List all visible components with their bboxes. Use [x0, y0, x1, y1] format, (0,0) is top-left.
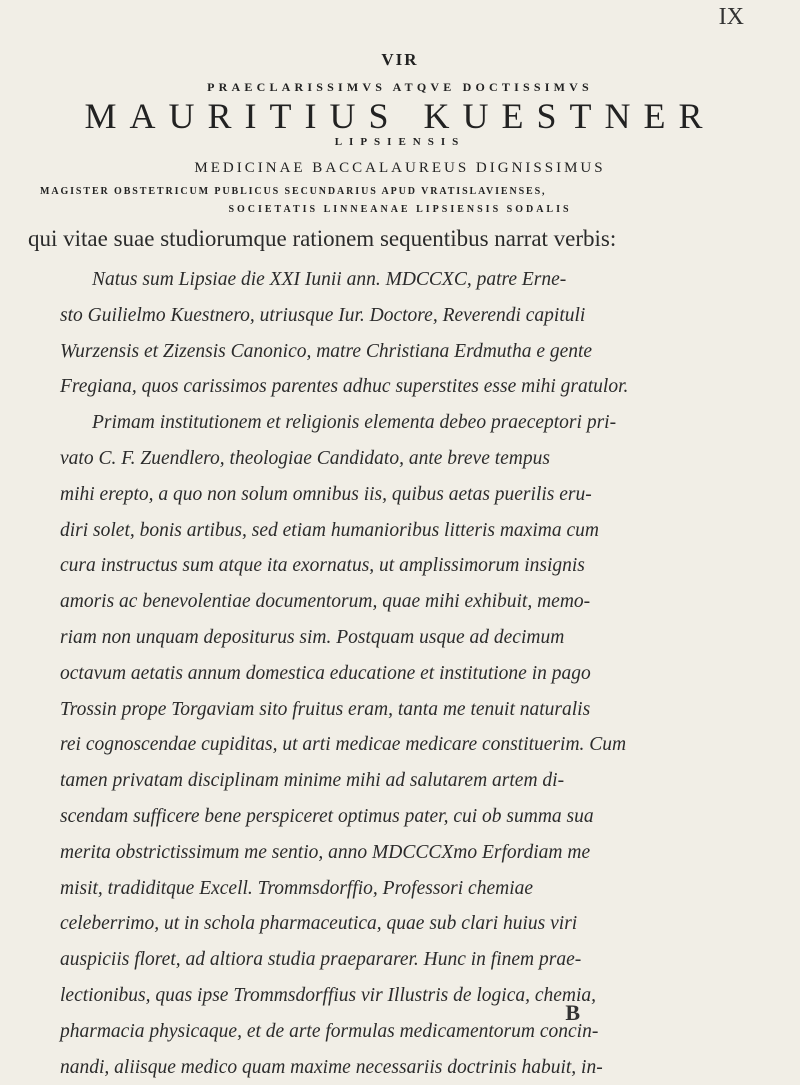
heading-epithets: PRAECLARISSIMVS ATQVE DOCTISSIMVS [207, 80, 593, 94]
text-line: diri solet, bonis artibus, sed etiam humanioribus litteris maxima cum [60, 519, 599, 541]
text-line: riam non unquam depositurus sim. Postquam usque ad decimum [60, 626, 565, 648]
text-line: celeberrimo, ut in schola pharmaceutica, quae sub clari huius viri [60, 913, 578, 935]
heading-name: MAURITIUS KUESTNER [84, 96, 716, 136]
text-line: auspiciis floret, ad altiora studia praepararer. Hunc in finem prae- [60, 949, 582, 971]
text-line: tamen privatam disciplinam minime mihi ad salutarem artem di- [60, 770, 565, 792]
text-line: Wurzensis et Zizensis Canonico, matre Christiana Erdmutha e gente [60, 340, 593, 362]
text-line: scendam sufficere bene perspiceret optimus pater, cui ob summa sua [60, 805, 594, 827]
heading-society: SOCIETATIS LINNEANAE LIPSIENSIS SODALIS [228, 204, 572, 215]
text-line: rei cognoscendae cupiditas, ut arti medicae medicare constituerim. Cum [60, 734, 627, 756]
page-number: IX [718, 4, 744, 30]
heading-degree: MEDICINAE BACCALAUREUS DIGNISSIMUS [194, 160, 606, 176]
text-line: Natus sum Lipsiae die XXI Iunii ann. MDCCXC, patre Erne- [92, 269, 567, 290]
text-line: sto Guilielmo Kuestnero, utriusque Iur. Doctore, Reverendi capituli [60, 304, 586, 326]
heading-city: LIPSIENSIS [334, 136, 466, 148]
text-line: Fregiana, quos carissimos parentes adhuc superstites esse mihi gratulor. [60, 376, 629, 398]
intro-sentence: qui vitae suae studiorumque rationem sequentibus narrat verbis: [28, 226, 617, 251]
heading-vir: VIR [381, 50, 419, 69]
text-line: amoris ac benevolentiae documentorum, quae mihi exhibuit, memo- [60, 591, 591, 613]
text-line: lectionibus, quas ipse Trommsdorffius vir Illustris de logica, chemia, [60, 984, 597, 1006]
text-line: Trossin prope Torgaviam sito fruitus eram, tanta me tenuit naturalis [60, 698, 591, 720]
text-line: vato C. F. Zuendlero, theologiae Candidato, ante breve tempus [60, 447, 550, 469]
text-line: octavum aetatis annum domestica educatione et institutione in pago [60, 662, 591, 684]
text-line: mihi erepto, a quo non solum omnibus iis, quibus aetas puerilis eru- [60, 483, 592, 505]
text-line: Primam institutionem et religionis elementa debeo praeceptori pri- [92, 412, 617, 434]
text-line: cura instructus sum atque ita exornatus, ut amplissimorum insignis [60, 555, 585, 577]
catchword: B [565, 1000, 580, 1025]
text-line: misit, tradiditque Excell. Trommsdorffio, Professori chemiae [60, 877, 534, 899]
heading-office: MAGISTER OBSTETRICUM PUBLICUS SECUNDARIUS APUD VRATISLAVIENSES, [40, 186, 547, 197]
text-line: nandi, aliisque medico quam maxime necessariis doctrinis habuit, in- [60, 1056, 603, 1078]
vita-text [60, 262, 790, 1085]
text-line: pharmacia physicaque, et de arte formulas medicamentorum concin- [60, 1020, 599, 1042]
text-line: merita obstrictissimum me sentio, anno MDCCCXmo Erfordiam me [60, 841, 591, 863]
